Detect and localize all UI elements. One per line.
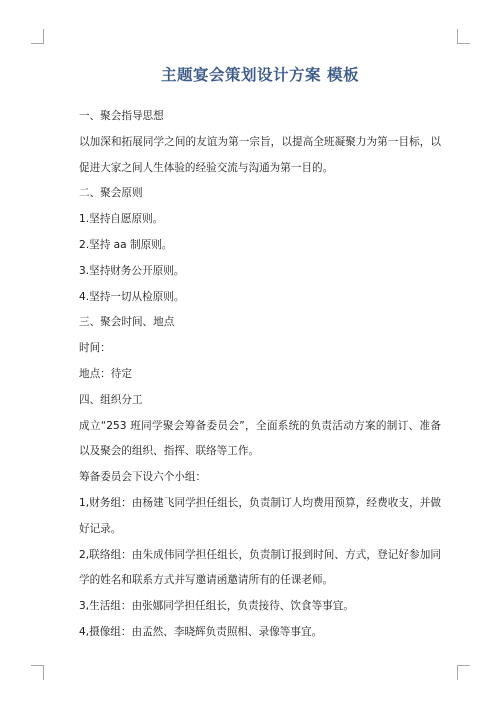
- group-item: 1,财务组：由杨建飞同学担任组长，负责制订人均费用预算，经费收支，并做好记录。: [79, 496, 441, 535]
- page-corner-mark-bottom-right: [457, 665, 470, 680]
- heading-time-place: 三、聚会时间、地点: [79, 316, 175, 329]
- principle-item: 4.坚持一切从检原则。: [79, 290, 185, 303]
- time-line: 时间：: [79, 342, 111, 355]
- page-corner-mark-top-left: [31, 29, 44, 44]
- place-line: 地点：待定: [79, 367, 132, 380]
- group-item: 3,生活组：由张娜同学担任组长，负责接待、饮食等事宜。: [79, 600, 354, 613]
- group-item: 4,摄像组：由孟然、李晓辉负责照相、录像等事宜。: [79, 625, 323, 638]
- paragraph-committee: 成立“253 班同学聚会筹备委员会”，全面系统的负责活动方案的制订、准备以及聚会的组织、指挥、联络等工作。: [79, 419, 441, 458]
- document-title: 主题宴会策划设计方案 模板: [161, 66, 359, 84]
- paragraph-guiding-thought: 以加深和拓展同学之间的友谊为第一宗旨，以提高全班凝聚力为第一目标，以促进大家之间人生体验的经验交流与沟通为第一目的。: [79, 135, 441, 174]
- heading-principles: 二、聚会原则: [79, 187, 143, 200]
- heading-guiding-thought: 一、聚会指导思想: [79, 110, 164, 122]
- paragraph-subgroups: 筹备委员会下设六个小组：: [79, 471, 207, 484]
- page-corner-mark-top-right: [457, 29, 470, 44]
- page-corner-mark-bottom-left: [31, 665, 44, 680]
- principle-item: 1.坚持自愿原则。: [79, 213, 164, 226]
- principle-item: 2.坚持 aa 制原则。: [79, 238, 173, 251]
- principle-item: 3.坚持财务公开原则。: [79, 264, 185, 277]
- document-page: [79, 62, 441, 646]
- group-item: 2,联络组：由朱成伟同学担任组长，负责制订报到时间、方式，登记好参加同学的姓名和联系方式并写邀请函邀请所有的任课老师。: [79, 548, 441, 587]
- heading-organization: 四、组织分工: [79, 393, 143, 406]
